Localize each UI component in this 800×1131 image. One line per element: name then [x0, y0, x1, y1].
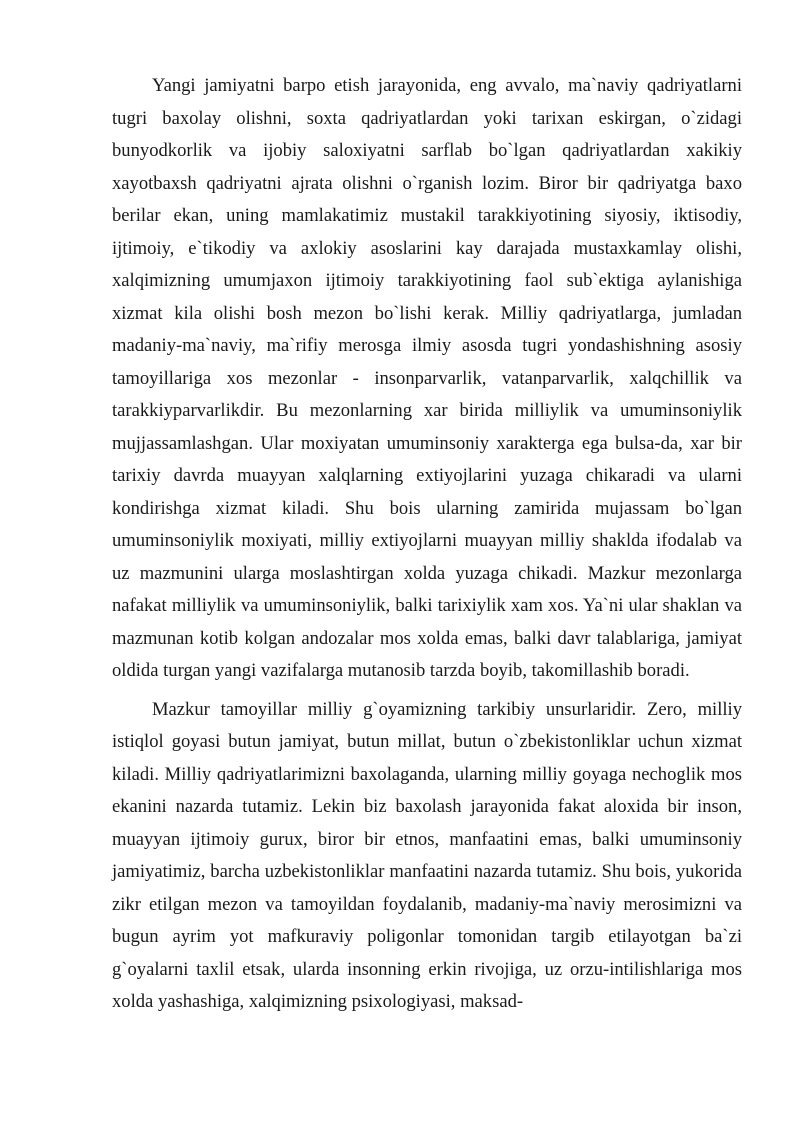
document-page: [112, 70, 742, 1019]
paragraph-2: Mazkur tamoyillar milliy g`oyamizning tarkibiy unsurlaridir. Zero, milliy istiqlol goyasi butun jamiyat, butun millat, butun o`zbekistonliklar uchun xizmat kiladi. Milliy qadriyatlarimizni baxolaganda, ularning milliy goyaga nechoglik mos ekanini nazarda tutamiz. Lekin biz baxolash jarayonida fakat aloxida bir inson, muayyan ijtimoiy gurux, biror bir etnos, manfaatini emas, balki umuminsoniy jamiyatimiz, barcha uzbekistonliklar manfaatini nazarda tutamiz. Shu bois, yukorida zikr etilgan mezon va tamoyildan foydalanib, madaniy-ma`naviy merosimizni va bugun ayrim yot mafkuraviy poligonlar tomonidan targib etilayotgan ba`zi g`oyalarni taxlil etsak, ularda insonning erkin rivojiga, uz orzu-intilishlariga mos xolda yashashiga, xalqimizning psixologiyasi, maksad-: [112, 698, 742, 1012]
paragraph-1: Yangi jamiyatni barpo etish jarayonida, eng avvalo, ma`naviy qadriyatlarni tugri baxolay olishni, soxta qadriyatlardan yoki tarixan eskirgan, o`zidagi bunyodkorlik va ijobiy saloxiyatni sarflab bo`lgan qadriyatlardan xakikiy xayotbaxsh qadriyatni ajrata olishni o`rganish lozim. Biror bir qadriyatga baxo berilar ekan, uning mamlakatimiz mustakil tarakkiyotining siyosiy, iktisodiy, ijtimoiy, e`tikodiy va axlokiy asoslarini kay darajada mustaxkamlay olishi, xalqimizning umumjaxon ijtimoiy tarakkiyotining faol sub`ektiga aylanishiga xizmat kila olishi bosh mezon bo`lishi kerak. Milliy qadriyatlarga, jumladan madaniy-ma`naviy, ma`rifiy merosga ilmiy asosda tugri yondashishning asosiy tamoyillariga xos mezonlar - insonparvarlik, vatanparvarlik, xalqchillik va tarakkiyparvarlikdir. Bu mezonlarning xar birida milliylik va umuminsoniylik mujjassamlashgan. Ular moxiyatan umuminsoniy xarakterga ega bulsa-da, xar bir tarixiy davrda muayyan xalqlarning extiyojlarini yuzaga chikaradi va ularni kondirishga xizmat kiladi. Shu bois ularning zamirida mujassam bo`lgan umuminsoniylik moxiyati, milliy extiyojlarni muayyan milliy shaklda ifodalab va uz mazmunini ularga moslashtirgan xolda yuzaga chikadi. Mazkur mezonlarga nafakat milliylik va umuminsoniylik, balki tarixiylik xam xos. Ya`ni ular shaklan va mazmunan kotib kolgan andozalar mos xolda emas, balki davr talablariga, jamiyat oldida turgan yangi vazifalarga mutanosib tarzda boyib, takomillashib boradi.: [112, 75, 742, 681]
